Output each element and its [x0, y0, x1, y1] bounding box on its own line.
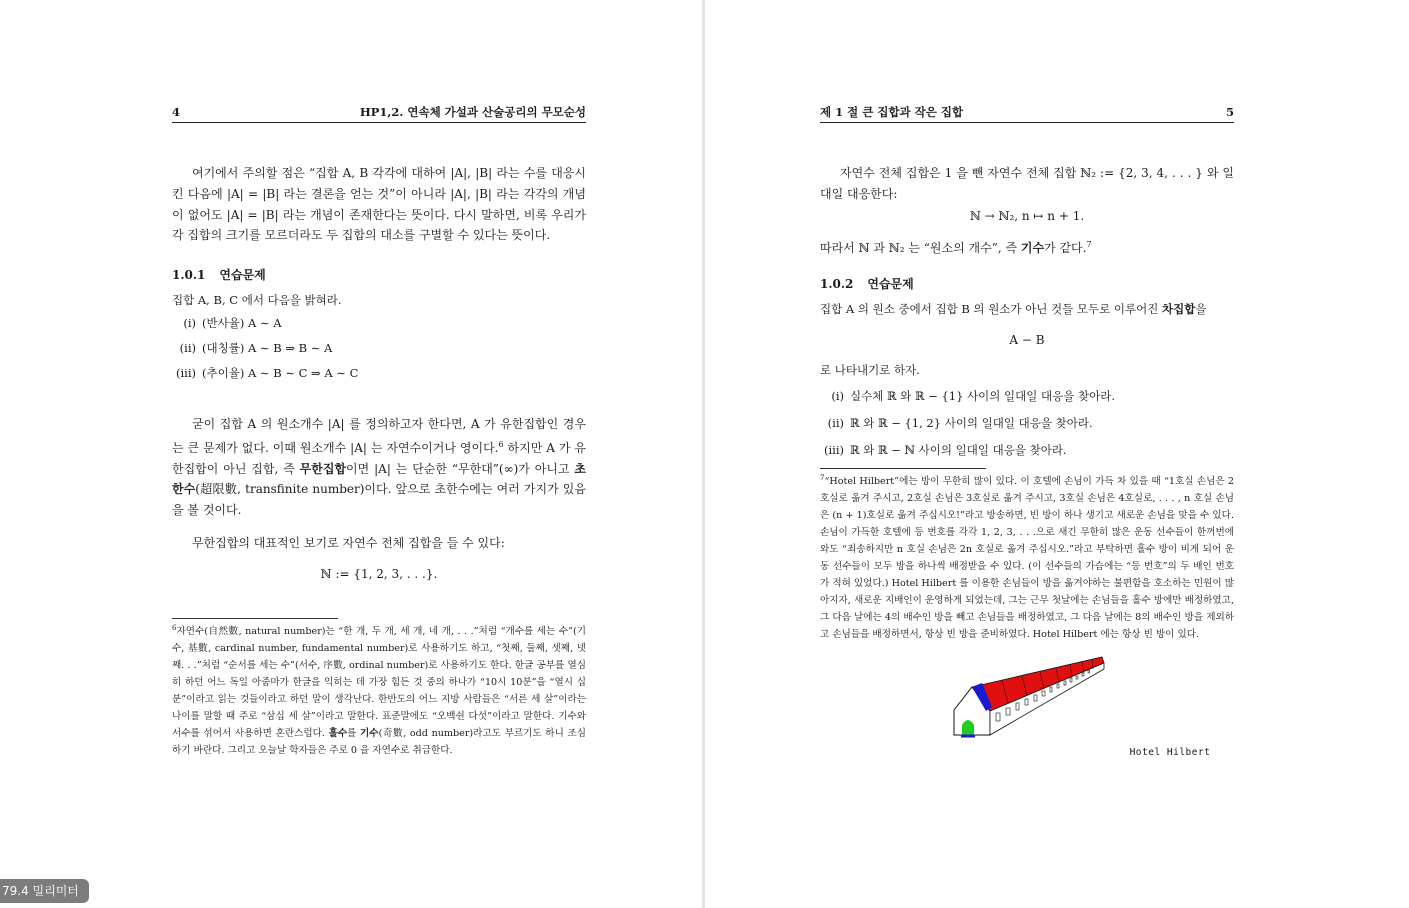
- exercise-intro: 집합 A, B, C 에서 다음을 밝혀라.: [172, 293, 342, 308]
- right-paragraph-1: 자연수 전체 집합은 1 을 뺀 자연수 전체 집합 ℕ₂ := {2, 3, 4, . . . } 와 일대일 대응한다:: [820, 166, 1234, 201]
- list-item: (iii) (추이율) A ∼ B ∼ C ⇒ A ∼ C: [175, 365, 359, 380]
- left-page-content: [172, 104, 586, 759]
- exercise-list: [172, 311, 586, 386]
- right-paragraph-2: 따라서 ℕ 과 ℕ₂ 는 “원소의 개수”, 즉 기수가 같다.$^7$: [820, 239, 1092, 255]
- list-item: (ii) ℝ 와 ℝ − {1, 2} 사이의 일대일 대응을 찾아라.: [827, 415, 1093, 430]
- bijection-formula: ℕ → ℕ₂, n ↦ n + 1.: [969, 208, 1085, 223]
- list-item: (ii) (대칭률) A ∼ B ⇒ B ∼ A: [179, 340, 333, 355]
- footnote-6: $^6$자연수(自然數, natural number)는 “한 개, 두 개, 세 개, 네 개, . . .”처럼 “개수를 세는 수”(기수, 基數, cardinal number, fundamental number)로 사용하기도 하고, “첫째, 둘째, 셋째, 넷째. . .”처럼 “순서를 세는 수”(서수, 序數, ordinal number)로 사용하기도 한다. 한글 공부를 열심히 하던 어느 독일 아줌마가 한글을 익히는 데 가장 힘든 것 중의 하나가 “10시 10분”을 “열시 십분”이라고 읽는 것들이라고 하던 말이 생각난다. 한반도의 어느 지방 사람들은 “서른 세 살”이라는 나이를 말할 때 주로 “삼십 세 살”이라고 말한다. 표준말에도 “오백쉰 다섯”이라고 말한다. 기수와 서수를 섞어서 사용하면 혼란스럽다. 홀수를 기수(奇數, odd number)라고도 부르기도 하니 조심하기 바란다. 그리고 오늘날 학자들은 주로 0 을 자연수로 취급한다.: [172, 623, 586, 756]
- right-running-header: [820, 104, 1234, 123]
- difference-formula: A − B: [1009, 333, 1045, 348]
- right-page-content: [820, 104, 1234, 759]
- right-section-title: 제 1 절 큰 집합과 작은 집합: [820, 105, 964, 119]
- left-paragraph-3: 무한집합의 대표적인 보기로 자연수 전체 집합을 들 수 있다:: [192, 535, 505, 550]
- zoom-level-indicator: 79.4 밀리미터: [0, 879, 89, 903]
- section-heading-1-0-2: [820, 275, 1234, 293]
- list-item: (iii) ℝ 와 ℝ − ℕ 사이의 일대일 대응을 찾아라.: [823, 442, 1067, 457]
- section-title: 연습문제: [867, 277, 914, 292]
- naturals-formula: ℕ := {1, 2, 3, . . .}.: [320, 566, 438, 581]
- left-page-number: 4: [172, 105, 181, 119]
- left-paragraph-1: 여기에서 주의할 점은 “집합 A, B 각각에 대하여 |A|, |B| 라는 수를 대응시킨 다음에 |A| = |B| 라는 결론을 얻는 것”이 아니라 |A|, |B| 라는 각각의 개념이 없어도 |A| = |B| 라는 개념이 존재한다는 뜻이다. 다시 말하면, 비록 우리가 각 집합의 크기를 모르더라도 두 집합의 대소를 구별할 수 있다는 뜻이다.: [172, 166, 586, 243]
- list-item: (i) 실수체 ℝ 와 ℝ − {1} 사이의 일대일 대응을 찾아라.: [831, 388, 1115, 403]
- section-number: 1.0.1: [172, 268, 206, 283]
- footnote-7: $^7$“Hotel Hilbert”에는 방이 무한히 많이 있다. 이 호텔에 손님이 가득 차 있을 때 “1호실 손님은 2호실로 옮겨 주시고, 2호실 손님은 3호실로 옮겨 주시고, 3호실 손님은 4호실로, . . . , n 호실 손님은 (n + 1)호실로 옮겨 주십시오!”라고 방송하면, 빈 방이 하나 생기고 새로운 손님을 맞을 수 있다. 손님이 가득한 호텔에 등 번호를 각각 1, 2, 3, . . .으로 새긴 무한히 많은 운동 선수들이 한꺼번에 와도 “죄송하지만 n 호실 손님은 2n 호실로 옮겨 주십시오.”라고 부탁하면 홀수 방이 비게 되어 운동 선수들이 모두 방을 하나씩 배정받을 수 있다. (이 선수들의 가슴에는 “등 번호”의 두 배인 번호가 적혀 있었다.) Hotel Hilbert 를 이용한 손님들이 방을 옮겨야하는 불편함을 호소하는 민원이 많아지자, 새로운 지배인이 운영하게 되었는데, 그는 근무 첫날에는 손님들을 홀수 방에만 배정하였고, 그 다음 날에는 4의 배수인 방을 빼고 손님들을 배정하였고, 그 다음 날에는 8의 배수인 방을 제외하고 손님들을 배정하면서, 항상 빈 방을 준비하였다. Hotel Hilbert 에는 항상 빈 방이 있다.: [820, 473, 1234, 641]
- footnote-ref: 6: [498, 439, 504, 449]
- footnote-rule: [172, 618, 338, 619]
- section-number: 1.0.2: [820, 277, 854, 292]
- footnote-ref: 7: [1086, 239, 1092, 249]
- hotel-hilbert-drawing: [952, 655, 1112, 745]
- left-page: [0, 0, 702, 908]
- section-title: 연습문제: [219, 268, 266, 283]
- hotel-hilbert-illustration: [952, 655, 1211, 759]
- list-item: (i) (반사율) A ∼ A: [183, 315, 282, 330]
- left-paragraph-2: 굳이 집합 A 의 원소개수 |A| 를 정의하고자 한다면, A 가 유한집합인 경우는 큰 문제가 없다. 이때 원소개수 |A| 는 자연수이거나 영이다.$^6$ 하지만 A 가 유한집합이 아닌 집합, 즉 무한집합이면 |A| 는 단순한 “무한대”(∞)가 아니고 초한수(超限數, transfinite number)이다. 앞으로 초한수에는 여러 가지가 있음을 볼 것이다.: [172, 416, 586, 518]
- right-page: [705, 0, 1409, 908]
- hotel-caption: Hotel Hilbert: [1129, 747, 1211, 759]
- left-running-header: [172, 104, 586, 123]
- right-paragraph-3: 로 나타내기로 하자.: [820, 363, 920, 378]
- right-page-number: 5: [1225, 105, 1234, 119]
- exercise-intro: 집합 A 의 원소 중에서 집합 B 의 원소가 아닌 것들 모두로 이루어진 차집합을: [820, 302, 1207, 317]
- exercise-list: [820, 383, 1234, 464]
- section-heading-1-0-1: [172, 266, 586, 284]
- left-chapter-title: HP1,2. 연속체 가설과 산술공리의 무모순성: [359, 105, 586, 119]
- footnote-rule: [820, 468, 986, 469]
